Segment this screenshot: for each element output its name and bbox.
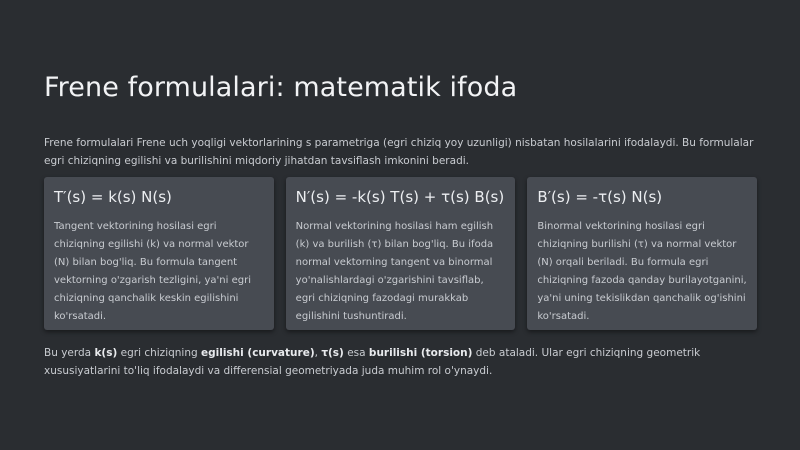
outro-tau-symbol: τ(s) bbox=[321, 347, 344, 359]
slide-title: Frene formulalari: matematik ifoda bbox=[44, 72, 518, 103]
formula-description-normal: Normal vektorining hosilasi ham egilish (k) va burilish (τ) bilan bog'liq. Bu ifoda normal vektorning tangent va binormal yo'nalishlardagi o'zgarishini tavsiflab, egri chiziqning fazodagi murakkab egilishini tushuntiradi. bbox=[295, 221, 494, 322]
outro-paragraph bbox=[44, 344, 764, 380]
outro-text-4: esa bbox=[343, 347, 369, 359]
formula-description-tangent: Tangent vektorining hosilasi egri chiziqning egilishi (k) va normal vektor (N) bilan bog'liq. Bu formula tangent vektorning o'zgarish tezligini, ya'ni egri chiziqning qanchalik keskin egilishini ko'rsatadi. bbox=[54, 221, 251, 322]
outro-curvature-term: egilishi (curvature) bbox=[201, 347, 315, 359]
formula-cards bbox=[44, 177, 757, 330]
formula-description-binormal: Binormal vektorining hosilasi egri chiziqning burilishi (τ) va normal vektor (N) orqali beriladi. Bu formula egri chiziqning fazoda qanday burilayotganini, ya'ni uning tekislikdan qanchalik og'ishini ko'rsatadi. bbox=[537, 221, 747, 322]
formula-binormal: B′(s) = -τ(s) N(s) bbox=[537, 188, 663, 206]
outro-torsion-term: burilishi (torsion) bbox=[368, 347, 473, 359]
intro-paragraph: Frene formulalari Frene uch yoqligi vektorlarining s parametriga (egri chiziq yoy uzunligi) nisbatan hosilalarini ifodalaydi. Bu formulalar egri chiziqning egilishi va burilishini miqdoriy jihatdan tavsiflash imkonini beradi. bbox=[44, 137, 754, 167]
outro-text-1: Bu yerda bbox=[44, 347, 95, 359]
formula-card-normal bbox=[286, 177, 516, 330]
formula-card-tangent bbox=[44, 177, 274, 330]
outro-text-3: , bbox=[314, 347, 322, 359]
formula-tangent: T′(s) = k(s) N(s) bbox=[54, 188, 172, 206]
outro-k-symbol: k(s) bbox=[94, 347, 118, 359]
outro-text-5: deb ataladi. Ular egri chiziqning geometrik xususiyatlarini to'liq ifodalaydi va differensial geometriyada juda muhim rol o'ynaydi. bbox=[44, 347, 701, 377]
formula-card-binormal bbox=[527, 177, 757, 330]
outro-text-2: egri chiziqning bbox=[117, 347, 201, 359]
formula-normal: N′(s) = -k(s) T(s) + τ(s) B(s) bbox=[295, 188, 505, 206]
